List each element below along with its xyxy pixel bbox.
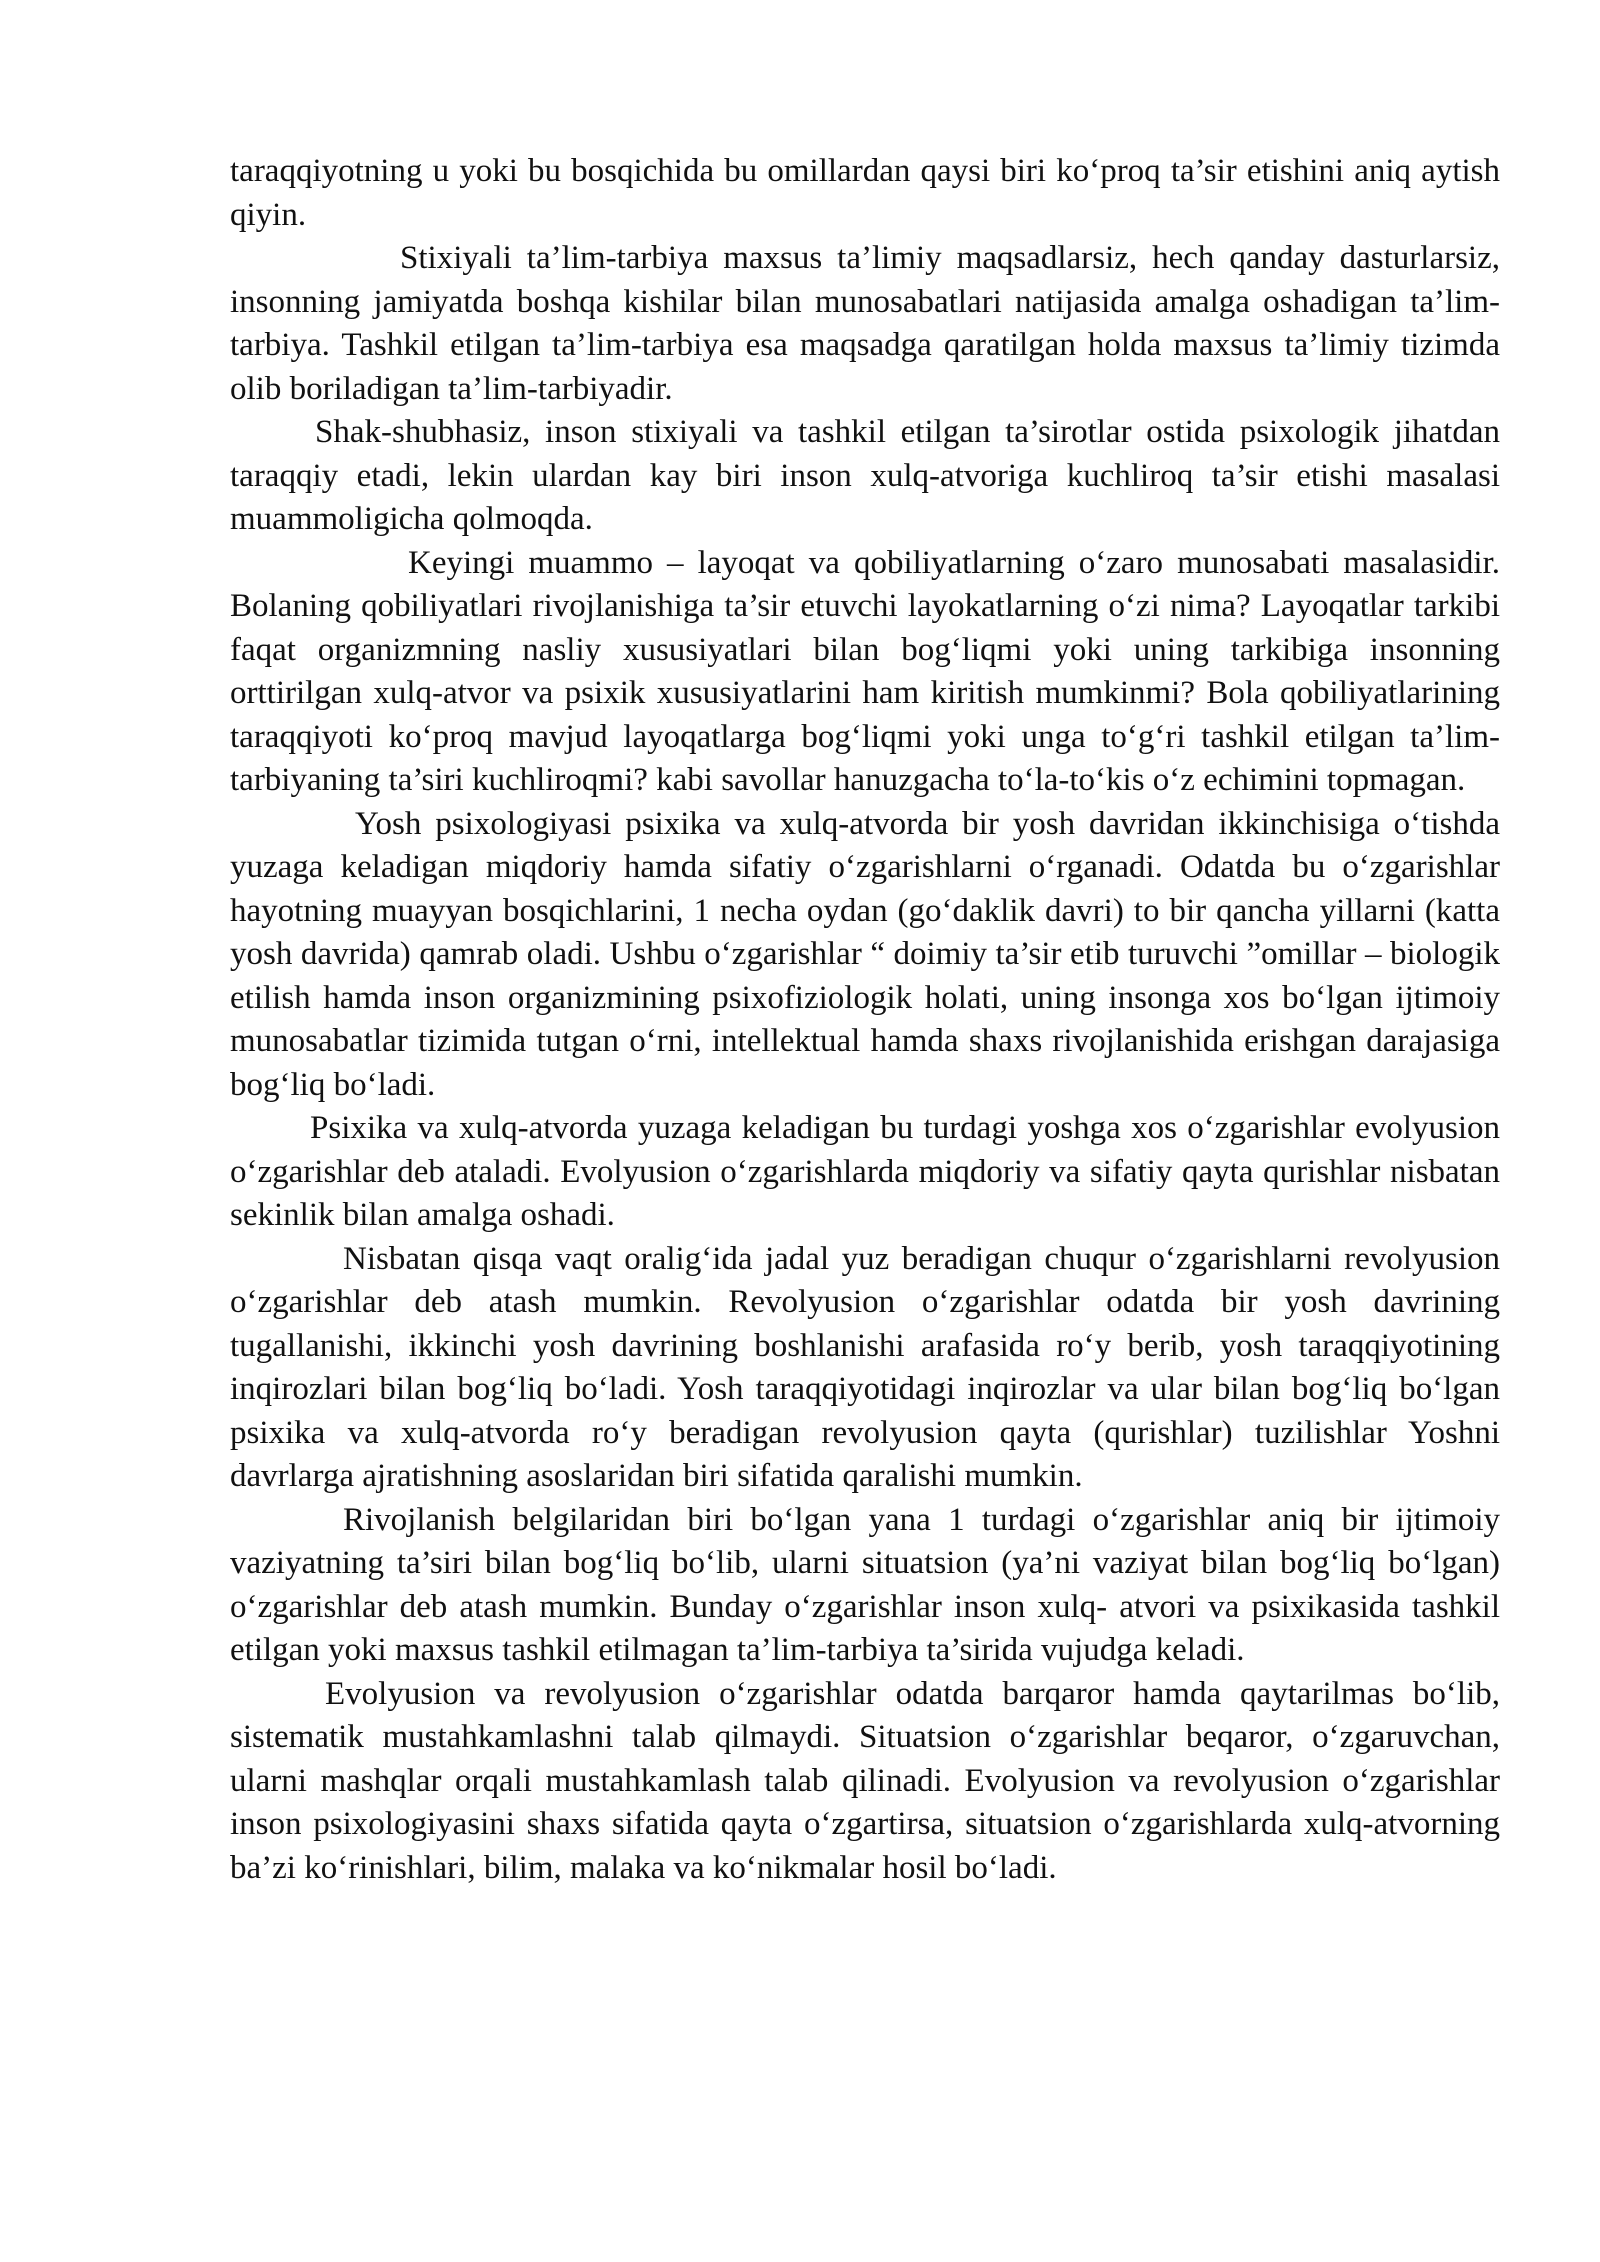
paragraph-8: Rivojlanish belgilaridan biri bo‘lgan yana 1 turdagi o‘zgarishlar aniq bir ijtimoiy vaziyatning ta’siri bilan bog‘liq bo‘lib, ularni situatsion (ya’ni vaziyat bilan bog‘liq bo‘lgan) o‘zgarishlar deb atash mumkin. Bunday o‘zgarishlar inson xulq- atvori va psixikasida tashkil etilgan yoki maxsus tashkil etilmagan ta’lim-tarbiya ta’sirida vujudga keladi. (230, 1501, 1500, 1668)
paragraph-6: Psixika va xulq-atvorda yuzaga keladigan bu turdagi yoshga xos o‘zgarishlar evolyusion o‘zgarishlar deb ataladi. Evolyusion o‘zgarishlarda miqdoriy va sifatiy qayta qurishlar nisbatan sekinlik bilan amalga oshadi. (230, 1110, 1500, 1233)
paragraph-3: Shak-shubhasiz, inson stixiyali va tashkil etilgan ta’sirotlar ostida psixologik jihatdan taraqqiy etadi, lekin ulardan kay biri inson xulq-atvoriga kuchliroq ta’sir etishi masalasi muammoligicha qolmoqda. (230, 414, 1500, 537)
document-page (230, 150, 1500, 1890)
paragraph-5: Yosh psixologiyasi psixika va xulq-atvorda bir yosh davridan ikkinchisiga o‘tishda yuzaga keladigan miqdoriy hamda sifatiy o‘zgarishlarni o‘rganadi. Odatda bu o‘zgarishlar hayotning muayyan bosqichlarini, 1 necha oydan (go‘daklik davri) to bir qancha yillarni (katta yosh davrida) qamrab oladi. Ushbu o‘zgarishlar “ doimiy ta’sir etib turuvchi ”omillar – biologik etilish hamda inson organizmining psixofiziologik holati, uning insonga xos bo‘lgan ijtimoiy munosabatlar tizimida tutgan o‘rni, intellektual hamda shaxs rivojlanishida erishgan darajasiga bog‘liq bo‘ladi. (230, 805, 1500, 1103)
paragraph-2: Stixiyali ta’lim-tarbiya maxsus ta’limiy maqsadlarsiz, hech qanday dasturlarsiz, insonning jamiyatda boshqa kishilar bilan munosabatlari natijasida amalga oshadigan ta’lim-tarbiya. Tashkil etilgan ta’lim-tarbiya esa maqsadga qaratilgan holda maxsus ta’limiy tizimda olib boriladigan ta’lim-tarbiyadir. (230, 240, 1500, 407)
paragraph-4: Keyingi muammo – layoqat va qobiliyatlarning o‘zaro munosabati masalasidir. Bolaning qobiliyatlari rivojlanishiga ta’sir etuvchi layokatlarning o‘zi nima? Layoqatlar tarkibi faqat organizmning nasliy xususiyatlari bilan bog‘liqmi yoki uning tarkibiga insonning orttirilgan xulq-atvor va psixik xususiyatlarini ham kiritish mumkinmi? Bola qobiliyatlarining taraqqiyoti ko‘proq mavjud layoqatlarga bog‘liqmi yoki unga to‘g‘ri tashkil etilgan ta’lim-tarbiyaning ta’siri kuchliroqmi? kabi savollar hanuzgacha to‘la-to‘kis o‘z echimini topmagan. (230, 544, 1500, 798)
paragraph-1: taraqqiyotning u yoki bu bosqichida bu omillardan qaysi biri ko‘proq ta’sir etishini aniq aytish qiyin. (230, 153, 1500, 233)
paragraph-9: Evolyusion va revolyusion o‘zgarishlar odatda barqaror hamda qaytarilmas bo‘lib, sistematik mustahkamlashni talab qilmaydi. Situatsion o‘zgarishlar beqaror, o‘zgaruvchan, ularni mashqlar orqali mustahkamlash talab qilinadi. Evolyusion va revolyusion o‘zgarishlar inson psixologiyasini shaxs sifatida qayta o‘zgartirsa, situatsion o‘zgarishlarda xulq-atvorning ba’zi ko‘rinishlari, bilim, malaka va ko‘nikmalar hosil bo‘ladi. (230, 1675, 1500, 1886)
paragraph-7: Nisbatan qisqa vaqt oralig‘ida jadal yuz beradigan chuqur o‘zgarishlarni revolyusion o‘zgarishlar deb atash mumkin. Revolyusion o‘zgarishlar odatda bir yosh davrining tugallanishi, ikkinchi yosh davrining boshlanishi arafasida ro‘y berib, yosh taraqqiyotining inqirozlari bilan bog‘liq bo‘ladi. Yosh taraqqiyotidagi inqirozlar va ular bilan bog‘liq bo‘lgan psixika va xulq-atvorda ro‘y beradigan revolyusion qayta (qurishlar) tuzilishlar Yoshni davrlarga ajratishning asoslaridan biri sifatida qaralishi mumkin. (230, 1240, 1500, 1494)
